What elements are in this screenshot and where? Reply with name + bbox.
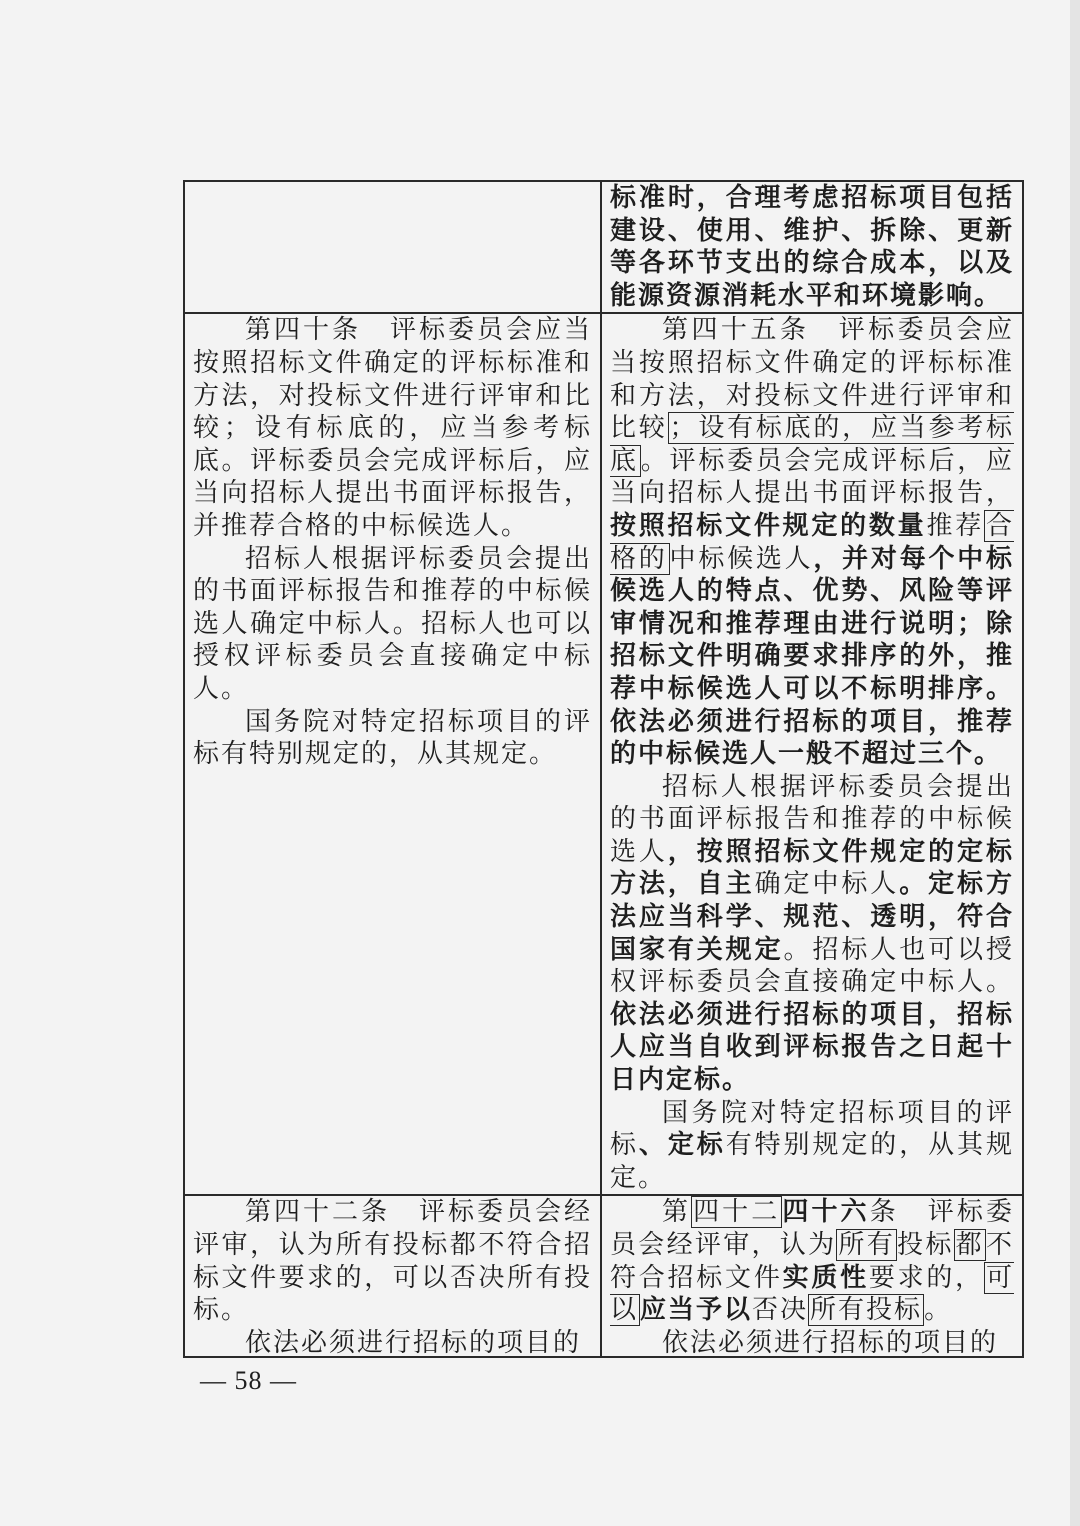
revised-text-cell — [601, 313, 1023, 1195]
original-text-cell — [184, 313, 601, 1195]
deleted-text-box: 所有 — [838, 1230, 896, 1260]
added-text: 。定标方法应当科学、规范、透明，符合国家有关规定 — [610, 869, 1014, 965]
text-run: 否决 — [752, 1295, 809, 1326]
text-run: 第四十五条 评标委员会应当按照招标文件确定的评标标准和方法，对投标文件进行评审和比较 — [610, 315, 1014, 444]
text-run: 。 — [924, 1295, 953, 1326]
paragraph: 标准时，合理考虑招标项目包括建设、使用、维护、拆除、更新等各环节支出的综合成本，以及能源资源消耗水平和环境影响。 — [610, 183, 1014, 311]
revised-text-cell — [601, 181, 1023, 313]
text-run: 。评标委员会完成评标后，应当向招标人提出书面评标报告， — [610, 445, 1014, 509]
added-text: 四十六 — [782, 1197, 870, 1228]
added-text: 实质性 — [782, 1262, 869, 1293]
added-text: 按照招标文件规定的数量 — [610, 510, 927, 541]
text-run: 招标人根据评标委员会提出的书面评标报告和推荐的中标候选人 — [610, 771, 1014, 867]
deleted-text-box: ；设有标底的，应当参考标底 — [610, 413, 1014, 476]
deleted-text-box: 合格的 — [610, 510, 1014, 574]
text-run: 确定中标人 — [754, 869, 900, 900]
deleted-text-box: 四十二 — [693, 1197, 781, 1228]
deleted-text-box: 可以 — [610, 1262, 1014, 1326]
added-text: 依法必须进行招标的项目，招标人应当自收到评标报告之日起十日内定标。 — [610, 999, 1014, 1096]
paragraph — [610, 1097, 1014, 1195]
paragraph: 第四十二条 评标委员会经评审，认为所有投标都不符合招标文件要求的，可以否决所有投标。 — [193, 1197, 592, 1326]
table-row — [184, 1195, 1023, 1357]
added-text: 应当予以 — [640, 1295, 753, 1326]
paragraph: 国务院对特定招标项目的评标有特别规定的，从其规定。 — [193, 706, 592, 770]
text-run: 。招标人也可以授权评标委员会直接确定中标人。 — [610, 934, 1014, 998]
cell-content — [193, 1196, 592, 1356]
text-run: 推荐 — [926, 510, 984, 541]
deleted-text-box: 所有投标 — [810, 1295, 923, 1326]
paragraph: 依法必须进行招标的项目的 — [245, 1327, 582, 1357]
text-run: 中标候选人 — [669, 543, 814, 574]
deleted-text-box: 都 — [955, 1230, 984, 1260]
added-text: ，按照招标文件规定的定标方法，自主 — [610, 836, 1014, 900]
paragraph — [610, 1196, 1014, 1326]
revised-text-cell — [601, 1195, 1023, 1357]
text-run: 有特别规定的，从其规定。 — [610, 1130, 1014, 1193]
added-text: ，并对每个中标候选人的特点、优势、风险等评审情况和推荐理由进行说明；除招标文件明确要求排序的外，推荐中标候选人可以不标明排序。依法必须进行招标的项目，推荐的中标候选人一般不超过三个。 — [610, 543, 1014, 770]
text-run: 第 — [662, 1197, 692, 1228]
comparison-table — [183, 180, 1024, 1358]
text-run: 国务院对特定招标项目的评标 — [610, 1097, 1014, 1161]
table-row — [184, 181, 1023, 313]
text-run: 不符合招标文件 — [610, 1230, 1014, 1293]
text-run: 投标 — [897, 1230, 954, 1260]
paragraph — [610, 314, 1014, 770]
text-run: 条 评标委员会经评审，认为 — [610, 1197, 1014, 1260]
paragraph: 招标人根据评标委员会提出的书面评标报告和推荐的中标候选人确定中标人。招标人也可以授权评标委员会直接确定中标人。 — [193, 543, 592, 704]
paragraph — [610, 771, 1014, 1097]
page-number: — 58 — — [200, 1366, 297, 1395]
page-edge-shadow — [1070, 0, 1080, 1526]
cell-content — [610, 1196, 1014, 1356]
original-text-cell — [184, 1195, 601, 1357]
table-row — [184, 313, 1023, 1195]
paragraph: 第四十条 评标委员会应当按照招标文件确定的评标标准和方法，对投标文件进行评审和比较；设有标底的，应当参考标底。评标委员会完成评标后，应当向招标人提出书面评标报告，并推荐合格的中标候选人。 — [193, 315, 592, 541]
text-run: 要求的， — [868, 1262, 984, 1293]
original-text-cell — [184, 181, 601, 313]
paragraph: 依法必须进行招标的项目的 — [662, 1327, 999, 1357]
added-text: 、定标 — [638, 1130, 726, 1161]
